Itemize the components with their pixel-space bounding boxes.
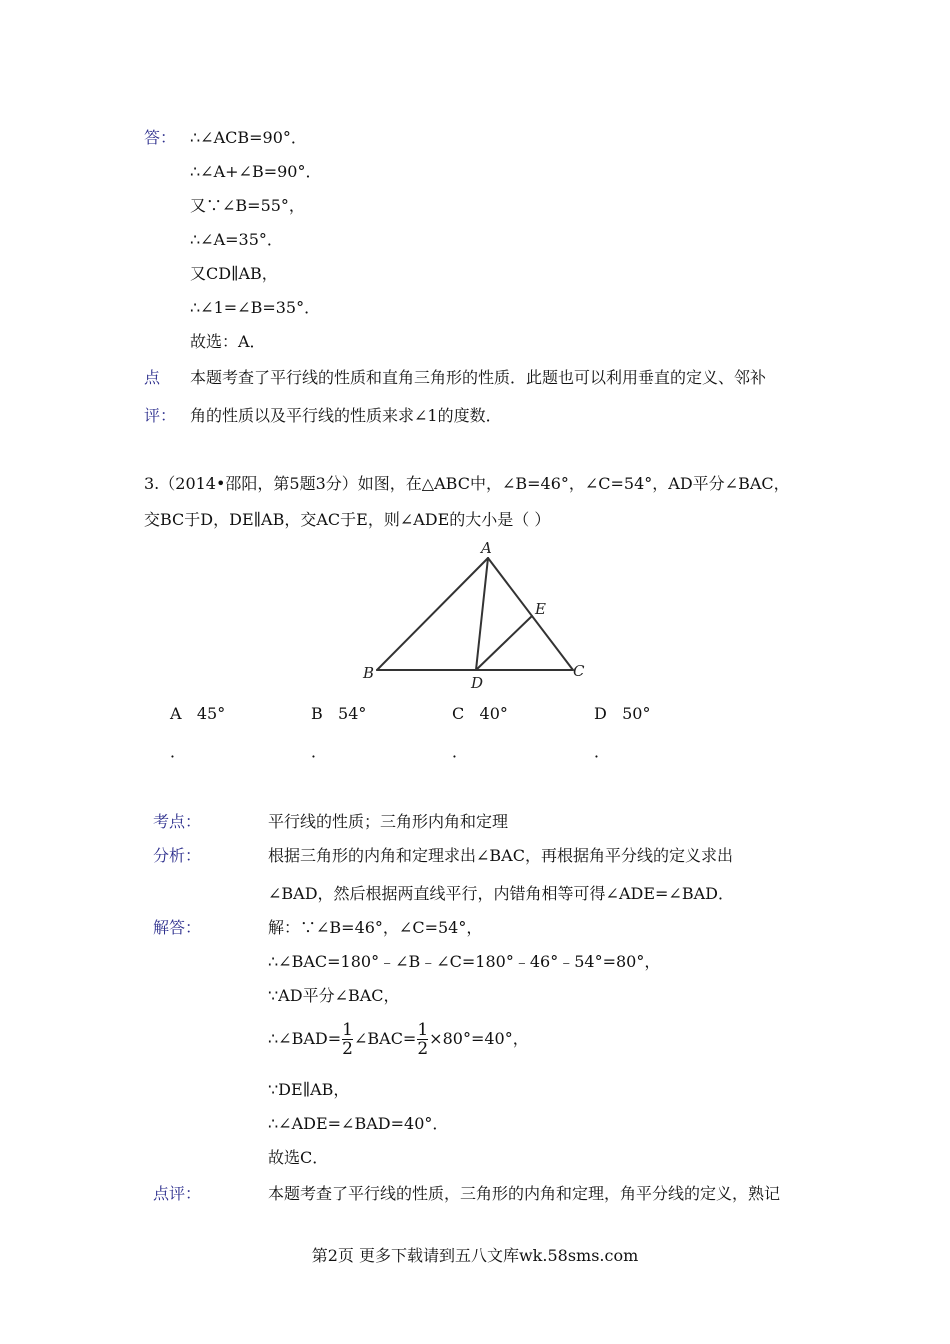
vertex-label-c: C bbox=[573, 662, 585, 680]
dianping-text: 本题考查了平行线的性质，三角形的内角和定理，角平分线的定义，熟记 bbox=[268, 1184, 781, 1203]
vertex-label-b: B bbox=[363, 664, 375, 682]
answer-line: ∴∠1=∠B=35°． bbox=[190, 298, 321, 317]
solution-line: ∴∠ADE=∠BAD=40°． bbox=[268, 1114, 449, 1133]
question-text: 交BC于D，DE∥AB，交AC于E，则∠ADE的大小是（ ） bbox=[144, 510, 551, 529]
fraction-denominator: 2 bbox=[417, 1039, 429, 1059]
option-c bbox=[452, 704, 508, 724]
answer-label: 答： bbox=[144, 128, 177, 147]
fenxi-text: 根据三角形的内角和定理求出∠BAC，再根据角平分线的定义求出 bbox=[268, 846, 733, 865]
segment-ad bbox=[476, 558, 488, 670]
option-value: 54° bbox=[338, 704, 367, 723]
answer-line: ∴∠A+∠B=90°． bbox=[190, 162, 322, 181]
option-letter: D bbox=[594, 704, 607, 723]
solution-line: ∵AD平分∠BAC， bbox=[268, 986, 400, 1005]
fraction-half bbox=[417, 1022, 428, 1057]
option-letter: B bbox=[311, 704, 323, 723]
segment-ab bbox=[377, 558, 488, 670]
answer-line: ∴∠ACB=90°． bbox=[190, 128, 307, 147]
answer-line: ∴∠A=35°． bbox=[190, 230, 283, 249]
fenxi-text: ∠BAD，然后根据两直线平行，内错角相等可得∠ADE=∠BAD． bbox=[268, 884, 734, 903]
segment-ac bbox=[488, 558, 573, 670]
option-value: 50° bbox=[622, 704, 651, 723]
option-letter: A bbox=[170, 704, 182, 723]
dianping-label: 点评： bbox=[153, 1184, 202, 1203]
option-a bbox=[170, 704, 225, 724]
comment-label: 点 bbox=[144, 368, 161, 387]
fraction-numerator: 1 bbox=[342, 1020, 353, 1040]
answer-line: 又∵∠B=55°， bbox=[190, 196, 305, 215]
option-value: 40° bbox=[479, 704, 508, 723]
solution-line: 故选C． bbox=[268, 1148, 329, 1167]
vertex-label-a: A bbox=[481, 539, 492, 557]
solution-line: 解：∵∠B=46°，∠C=54°， bbox=[268, 918, 483, 937]
solution-line: ∵DE∥AB， bbox=[268, 1080, 350, 1099]
option-value: 45° bbox=[196, 704, 226, 723]
comment-line: 角的性质以及平行线的性质来求∠1的度数． bbox=[190, 406, 502, 425]
option-b bbox=[311, 704, 366, 724]
question-text: 3.（2014•邵阳，第5题3分）如图，在△ABC中，∠B=46°，∠C=54°，AD平分∠BAC， bbox=[144, 474, 790, 493]
answer-line: 又CD∥AB， bbox=[190, 264, 278, 283]
triangle-figure bbox=[355, 536, 595, 692]
fraction-half bbox=[342, 1022, 353, 1057]
comment-label: 评： bbox=[144, 406, 177, 425]
option-dot: ． bbox=[594, 742, 611, 761]
kaodian-text: 平行线的性质；三角形内角和定理 bbox=[268, 812, 509, 831]
page-footer: 第2页 更多下载请到五八文库wk.58sms.com bbox=[311, 1246, 639, 1265]
fraction-numerator: 1 bbox=[417, 1020, 429, 1040]
solution-line-fraction bbox=[268, 1020, 529, 1058]
comment-line: 本题考查了平行线的性质和直角三角形的性质．此题也可以利用垂直的定义、邻补 bbox=[190, 368, 767, 387]
fenxi-label: 分析： bbox=[153, 846, 202, 865]
kaodian-label: 考点： bbox=[153, 812, 202, 831]
jieda-label: 解答： bbox=[153, 918, 202, 937]
segment-de bbox=[476, 616, 532, 670]
option-letter: C bbox=[452, 704, 465, 723]
answer-line: 故选：A． bbox=[190, 332, 266, 351]
vertex-label-e: E bbox=[535, 600, 546, 618]
solution-text: ×80°=40°， bbox=[429, 1029, 529, 1048]
option-dot: ． bbox=[170, 742, 187, 761]
vertex-label-d: D bbox=[471, 674, 484, 692]
option-d bbox=[594, 704, 650, 724]
solution-text: ∠BAC= bbox=[353, 1029, 417, 1048]
option-dot: ． bbox=[452, 742, 469, 761]
solution-line: ∴∠BAC=180°﹣∠B﹣∠C=180°﹣46°﹣54°=80°， bbox=[268, 952, 661, 971]
fraction-denominator: 2 bbox=[342, 1039, 353, 1059]
solution-text: ∴∠BAD= bbox=[268, 1029, 342, 1048]
option-dot: ． bbox=[311, 742, 328, 761]
